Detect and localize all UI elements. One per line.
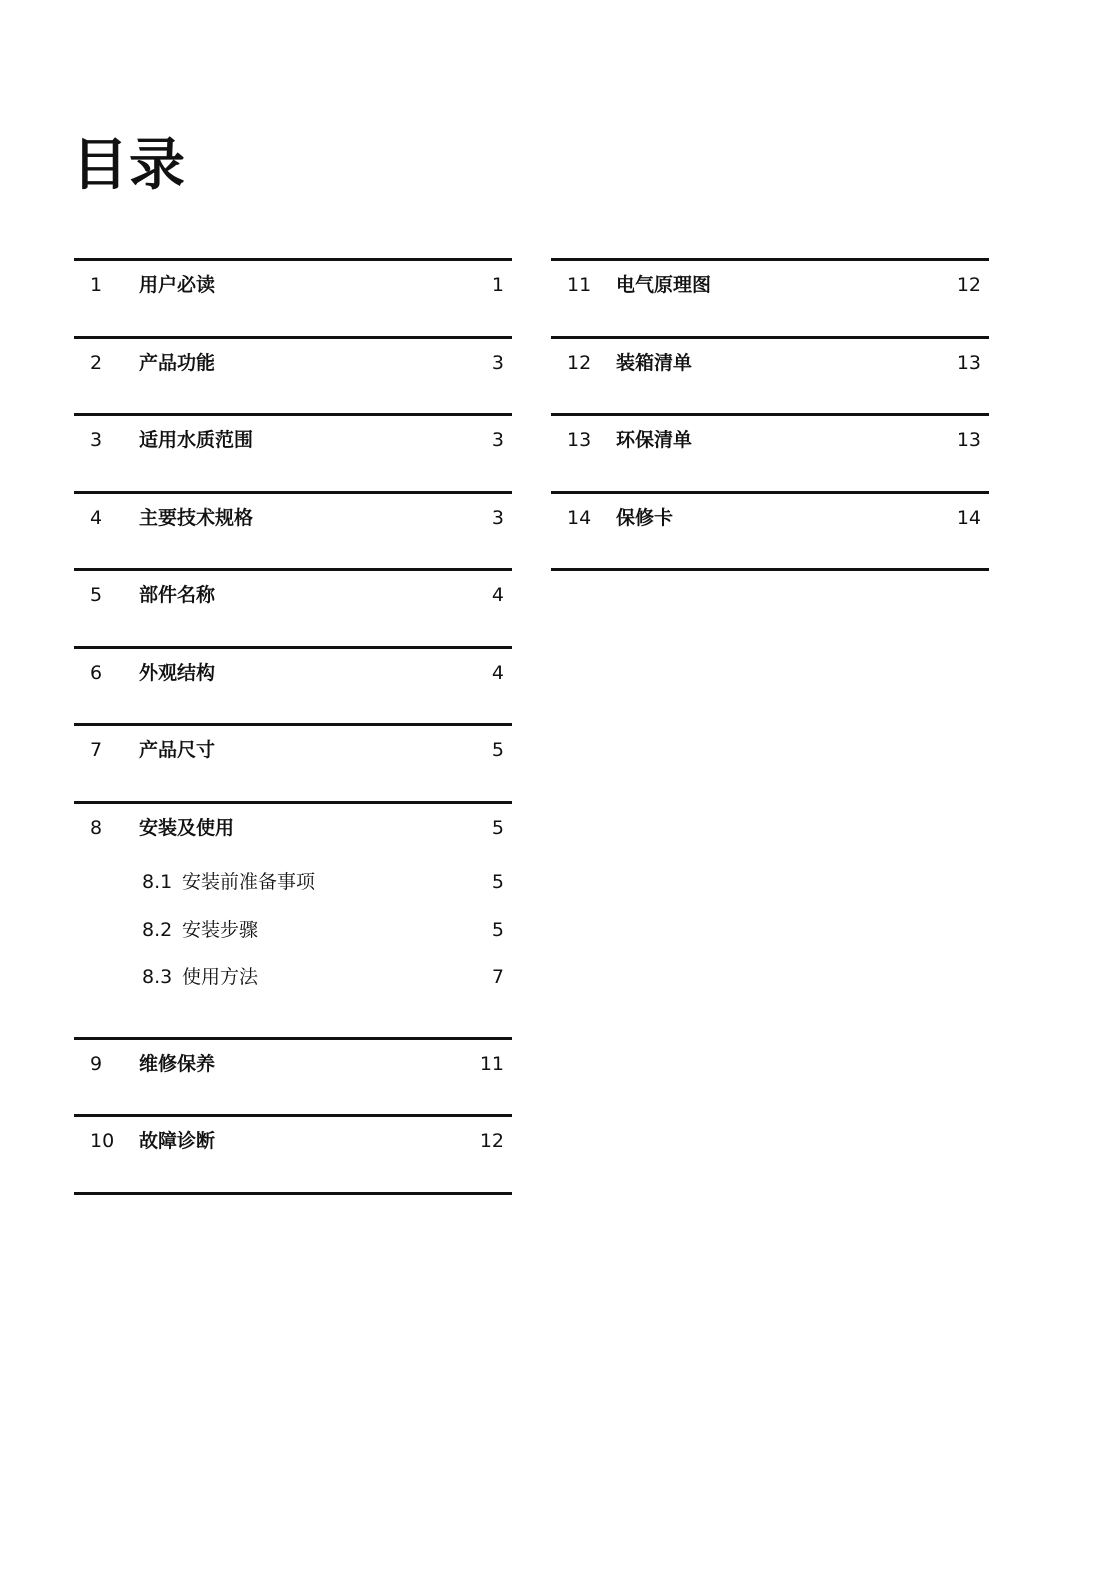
toc-entry-number: 10	[90, 1130, 115, 1152]
toc-entry-title: 故障诊断	[139, 1130, 216, 1152]
toc-subentry-number: 8.1	[142, 870, 173, 893]
toc-entry[interactable]	[74, 258, 512, 336]
toc-entry[interactable]	[74, 336, 512, 414]
toc-entry-number: 5	[90, 584, 103, 606]
toc-divider	[74, 1192, 512, 1195]
toc-entry-number: 7	[90, 739, 103, 761]
toc-entry-title: 环保清单	[616, 429, 693, 451]
toc-left-column	[74, 258, 512, 1195]
toc-subentry-title: 安装步骤	[182, 918, 259, 941]
toc-entry[interactable]	[74, 491, 512, 569]
toc-entry-page: 3	[491, 429, 504, 451]
toc-entry-number: 9	[90, 1052, 103, 1075]
toc-subentry-page: 7	[491, 965, 504, 988]
toc-entry-title: 电气原理图	[616, 274, 712, 296]
toc-entry-page: 13	[956, 429, 981, 451]
toc-entry-title: 部件名称	[139, 584, 216, 606]
toc-entry-number: 6	[90, 661, 103, 684]
toc-entry[interactable]	[74, 646, 512, 724]
toc-entry-title: 安装及使用	[139, 816, 235, 839]
toc-entry-title: 产品功能	[139, 351, 216, 374]
toc-entry[interactable]	[551, 336, 989, 414]
toc-entry-number: 2	[90, 351, 103, 374]
toc-entry-number: 12	[567, 351, 592, 374]
toc-entry-title: 适用水质范围	[139, 429, 254, 451]
toc-entry-number: 13	[567, 429, 592, 451]
toc-entry-number: 14	[567, 506, 592, 529]
toc-entry-title: 装箱清单	[616, 351, 693, 374]
toc-entry-title: 维修保养	[139, 1052, 216, 1075]
toc-entry[interactable]	[74, 723, 512, 801]
toc-entry[interactable]	[74, 801, 512, 1037]
toc-entry-title: 产品尺寸	[139, 739, 216, 761]
toc-subentry[interactable]	[74, 870, 512, 894]
toc-entry[interactable]	[74, 1037, 512, 1115]
toc-entry-number: 3	[90, 429, 103, 451]
toc-entry[interactable]	[74, 413, 512, 491]
toc-entry-page: 4	[491, 584, 504, 606]
toc-subentry[interactable]	[74, 918, 512, 942]
toc-entry-title: 保修卡	[616, 506, 674, 529]
toc-entry-page: 12	[479, 1130, 504, 1152]
toc-subentry-title: 使用方法	[182, 965, 259, 988]
toc-entry[interactable]	[551, 258, 989, 336]
toc-entry[interactable]	[551, 491, 989, 569]
toc-entry-number: 11	[567, 274, 592, 296]
toc-subentry-page: 5	[491, 918, 504, 941]
toc-entry-title: 主要技术规格	[139, 506, 254, 529]
toc-entry[interactable]	[551, 413, 989, 491]
toc-right-column	[551, 258, 989, 571]
toc-entry-title: 用户必读	[139, 274, 216, 296]
toc-entry-page: 12	[956, 274, 981, 296]
toc-subentry-number: 8.2	[142, 918, 173, 941]
toc-entry-page: 3	[491, 506, 504, 529]
toc-entry[interactable]	[74, 1114, 512, 1192]
toc-entry-page: 4	[491, 661, 504, 684]
toc-entry-page: 5	[491, 816, 504, 839]
toc-entry-page: 14	[956, 506, 981, 529]
toc-divider	[551, 568, 989, 571]
toc-entry-number: 4	[90, 506, 103, 529]
toc-entry-number: 1	[90, 274, 103, 296]
toc-entry-page: 11	[479, 1052, 504, 1075]
toc-entry-page: 13	[956, 351, 981, 374]
toc-subentry-page: 5	[491, 870, 504, 893]
toc-subentry-number: 8.3	[142, 965, 173, 988]
toc-entry-title: 外观结构	[139, 661, 216, 684]
toc-entry-page: 5	[491, 739, 504, 761]
toc-entry-page: 3	[491, 351, 504, 374]
toc-entry-number: 8	[90, 816, 103, 839]
toc-entry-page: 1	[491, 274, 504, 296]
page-title: 目录	[72, 133, 186, 198]
toc-entry[interactable]	[74, 568, 512, 646]
toc-subentry[interactable]	[74, 965, 512, 989]
toc-subentry-title: 安装前准备事项	[182, 870, 316, 893]
